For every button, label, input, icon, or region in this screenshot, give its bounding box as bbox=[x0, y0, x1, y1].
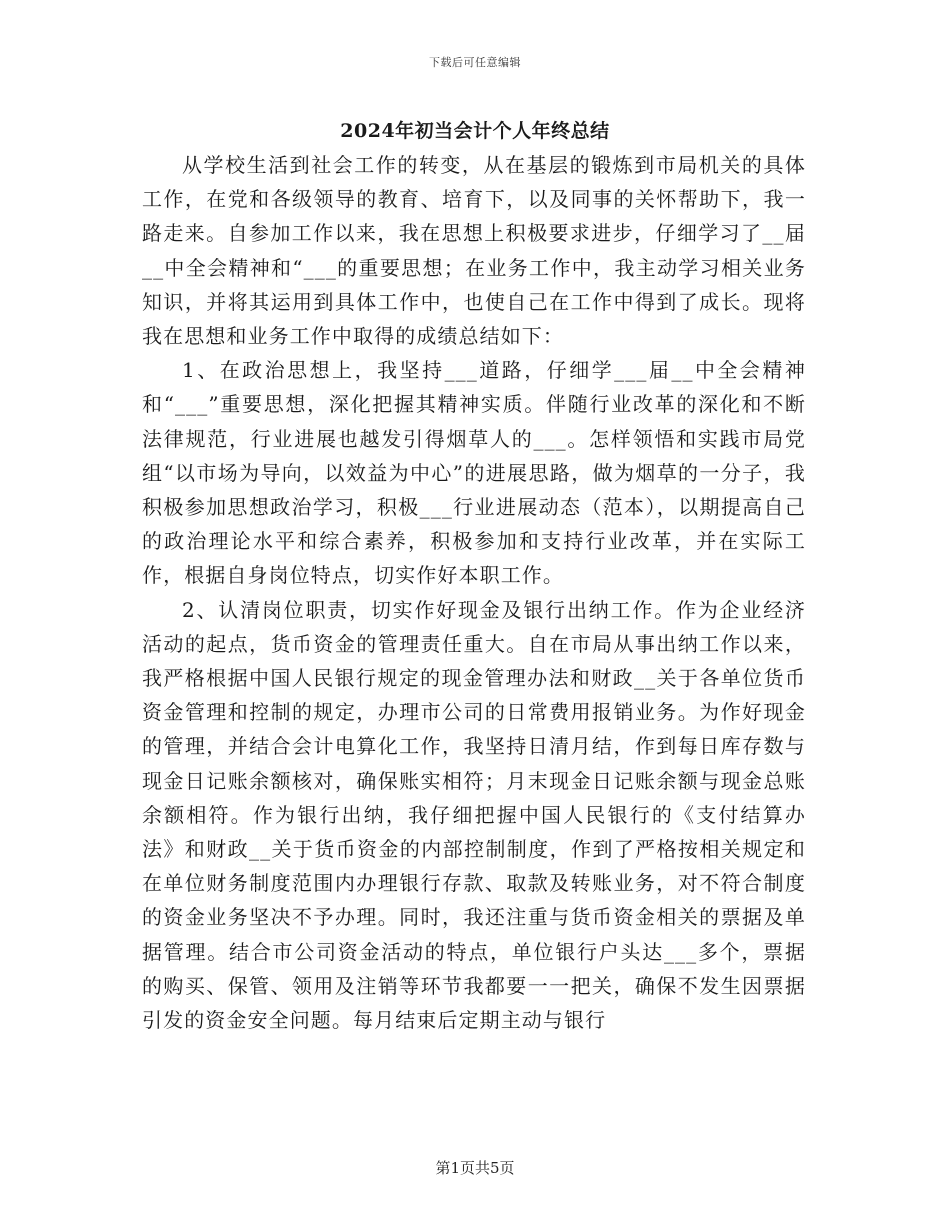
paragraph-point-1: 1、在政治思想上，我坚持___道路，仔细学___届__中全会精神和“___”重要思想，深化把握其精神实质。伴随行业改革的深化和不断法律规范，行业进展也越发引得烟草人的___。怎样领悟和实践市局党组“以市场为导向，以效益为中心”的进展思路，做为烟草的一分子，我积极参加思想政治学习，积极___行业进展动态（范本），以期提高自己的政治理论水平和综合素养，积极参加和支持行业改革，并在实际工作，根据自身岗位特点，切实作好本职工作。 bbox=[142, 358, 806, 588]
document-title: 2024年初当会计个人年终总结 bbox=[340, 120, 610, 142]
paragraph-intro: 从学校生活到社会工作的转变，从在基层的锻炼到市局机关的具体工作，在党和各级领导的教育、培育下，以及同事的关怀帮助下，我一路走来。自参加工作以来，我在思想上积极要求进步，仔细学习了__届__中全会精神和“___的重要思想；在业务工作中，我主动学习相关业务知识，并将其运用到具体工作中，也使自己在工作中得到了成长。现将我在思想和业务工作中取得的成绩总结如下： bbox=[142, 153, 806, 349]
paragraph-point-2: 2、认清岗位职责，切实作好现金及银行出纳工作。作为企业经济活动的起点，货币资金的管理责任重大。自在市局从事出纳工作以来，我严格根据中国人民银行规定的现金管理办法和财政__关于各单位货币资金管理和控制的规定，办理市公司的日常费用报销业务。为作好现金的管理，并结合会计电算化工作，我坚持日清月结，作到每日库存数与现金日记账余额核对，确保账实相符；月末现金日记账余额与现金总账余额相符。作为银行出纳，我仔细把握中国人民银行的《支付结算办法》和财政__关于货币资金的内部控制制度，作到了严格按相关规定和在单位财务制度范围内办理银行存款、取款及转账业务，对不符合制度的资金业务坚决不予办理。同时，我还注重与货币资金相关的票据及单据管理。结合市公司资金活动的特点，单位银行户头达___多个，票据的购买、保管、领用及注销等环节我都要一一把关，确保不发生因票据引发的资金安全问题。每月结束后定期主动与银行 bbox=[142, 597, 806, 1033]
document-body bbox=[142, 148, 806, 1037]
header-note: 下载后可任意编辑 bbox=[429, 56, 521, 69]
page-footer: 第1页共5页 bbox=[435, 1159, 515, 1177]
